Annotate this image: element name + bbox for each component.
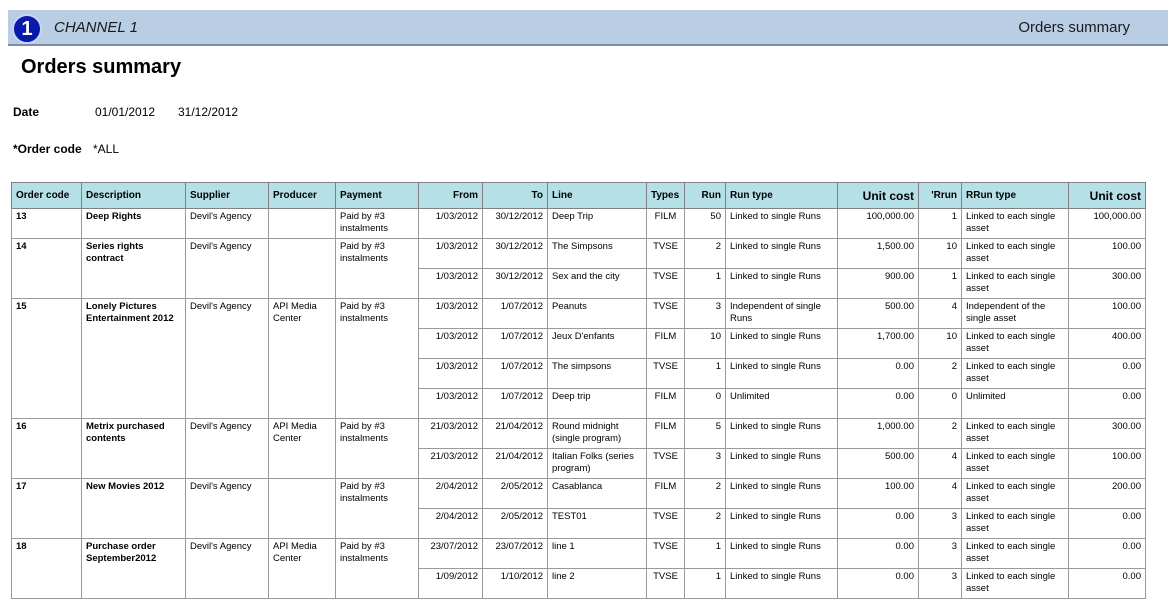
type-cell: FILM [647, 209, 685, 239]
to-date-cell: 1/07/2012 [483, 359, 548, 389]
order-description-cell: Lonely Pictures Entertainment 2012 [82, 299, 186, 419]
rrun-unit-cost-cell: 100.00 [1069, 299, 1146, 329]
rrun-type-cell: Linked to each single asset [962, 239, 1069, 269]
order-code-cell: 15 [12, 299, 82, 419]
run-type-cell: Linked to single Runs [726, 479, 838, 509]
rrun-type-cell: Linked to each single asset [962, 209, 1069, 239]
unit-cost-cell: 0.00 [838, 539, 919, 569]
to-date-cell: 2/05/2012 [483, 479, 548, 509]
to-date-cell: 23/07/2012 [483, 539, 548, 569]
payment-cell: Paid by #3 instalments [336, 239, 419, 299]
table-row [12, 419, 1146, 449]
payment-cell: Paid by #3 instalments [336, 539, 419, 599]
run-type-cell: Linked to single Runs [726, 419, 838, 449]
from-date-cell: 2/04/2012 [419, 479, 483, 509]
run-cell: 5 [685, 419, 726, 449]
line-name-cell: Peanuts [548, 299, 647, 329]
rrun-cell: 2 [919, 419, 962, 449]
run-type-cell: Unlimited [726, 389, 838, 419]
rrun-unit-cost-cell: 0.00 [1069, 359, 1146, 389]
type-cell: FILM [647, 329, 685, 359]
rrun-cell: 4 [919, 299, 962, 329]
line-name-cell: The simpsons [548, 359, 647, 389]
order-code-label: *Order code [13, 142, 82, 156]
unit-cost-cell: 0.00 [838, 569, 919, 599]
col-header-types: Types [647, 183, 685, 209]
run-type-cell: Linked to single Runs [726, 359, 838, 389]
line-name-cell: Casablanca [548, 479, 647, 509]
run-type-cell: Independent of single Runs [726, 299, 838, 329]
type-cell: TVSE [647, 269, 685, 299]
table-row [12, 539, 1146, 569]
rrun-cell: 4 [919, 449, 962, 479]
from-date-cell: 21/03/2012 [419, 419, 483, 449]
col-header-rrun-unit-cost: Unit cost [1069, 183, 1146, 209]
run-cell: 1 [685, 539, 726, 569]
order-code-cell: 17 [12, 479, 82, 539]
col-header-payment: Payment [336, 183, 419, 209]
rrun-unit-cost-cell: 0.00 [1069, 389, 1146, 419]
rrun-unit-cost-cell: 200.00 [1069, 479, 1146, 509]
header-report-title: Orders summary [1018, 19, 1130, 36]
date-from-value: 01/01/2012 [95, 105, 156, 119]
type-cell: TVSE [647, 299, 685, 329]
producer-cell: API Media Center [269, 419, 336, 479]
to-date-cell: 30/12/2012 [483, 269, 548, 299]
to-date-cell: 30/12/2012 [483, 209, 548, 239]
rrun-unit-cost-cell: 400.00 [1069, 329, 1146, 359]
order-code-value: *ALL [93, 142, 120, 156]
producer-cell [269, 209, 336, 239]
col-header-description: Description [82, 183, 186, 209]
orders-table-body [12, 209, 1146, 599]
col-header-producer: Producer [269, 183, 336, 209]
run-cell: 2 [685, 479, 726, 509]
rrun-unit-cost-cell: 100.00 [1069, 449, 1146, 479]
order-code-cell: 14 [12, 239, 82, 299]
rrun-type-cell: Unlimited [962, 389, 1069, 419]
col-header-unit-cost: Unit cost [838, 183, 919, 209]
run-cell: 1 [685, 269, 726, 299]
rrun-type-cell: Linked to each single asset [962, 569, 1069, 599]
rrun-unit-cost-cell: 0.00 [1069, 569, 1146, 599]
from-date-cell: 1/03/2012 [419, 389, 483, 419]
rrun-cell: 3 [919, 539, 962, 569]
table-header-row [12, 183, 1146, 209]
run-type-cell: Linked to single Runs [726, 269, 838, 299]
channel-header-bar [8, 10, 1168, 46]
type-cell: TVSE [647, 569, 685, 599]
unit-cost-cell: 0.00 [838, 389, 919, 419]
rrun-cell: 3 [919, 569, 962, 599]
page-title: Orders summary [21, 56, 182, 78]
line-name-cell: line 1 [548, 539, 647, 569]
rrun-type-cell: Linked to each single asset [962, 449, 1069, 479]
run-type-cell: Linked to single Runs [726, 449, 838, 479]
producer-cell [269, 239, 336, 299]
col-header-from: From [419, 183, 483, 209]
payment-cell: Paid by #3 instalments [336, 299, 419, 419]
rrun-cell: 1 [919, 269, 962, 299]
run-cell: 0 [685, 389, 726, 419]
order-description-cell: Metrix purchased contents [82, 419, 186, 479]
rrun-type-cell: Linked to each single asset [962, 509, 1069, 539]
type-cell: TVSE [647, 509, 685, 539]
col-header-rrun-type: RRun type [962, 183, 1069, 209]
orders-table [11, 182, 1146, 599]
run-cell: 3 [685, 299, 726, 329]
col-header-order-code: Order code [12, 183, 82, 209]
from-date-cell: 1/03/2012 [419, 299, 483, 329]
rrun-type-cell: Linked to each single asset [962, 539, 1069, 569]
col-header-to: To [483, 183, 548, 209]
unit-cost-cell: 1,000.00 [838, 419, 919, 449]
rrun-type-cell: Independent of the single asset [962, 299, 1069, 329]
from-date-cell: 1/09/2012 [419, 569, 483, 599]
rrun-unit-cost-cell: 300.00 [1069, 269, 1146, 299]
table-row [12, 209, 1146, 239]
type-cell: TVSE [647, 449, 685, 479]
to-date-cell: 1/07/2012 [483, 299, 548, 329]
from-date-cell: 23/07/2012 [419, 539, 483, 569]
col-header-rrun: 'Rrun [919, 183, 962, 209]
rrun-cell: 0 [919, 389, 962, 419]
rrun-unit-cost-cell: 0.00 [1069, 509, 1146, 539]
line-name-cell: Round midnight (single program) [548, 419, 647, 449]
supplier-cell: Devil's Agency [186, 299, 269, 419]
line-name-cell: Italian Folks (series program) [548, 449, 647, 479]
run-type-cell: Linked to single Runs [726, 329, 838, 359]
unit-cost-cell: 500.00 [838, 449, 919, 479]
rrun-cell: 10 [919, 329, 962, 359]
to-date-cell: 2/05/2012 [483, 509, 548, 539]
table-row [12, 239, 1146, 269]
rrun-cell: 10 [919, 239, 962, 269]
run-cell: 3 [685, 449, 726, 479]
producer-cell: API Media Center [269, 539, 336, 599]
payment-cell: Paid by #3 instalments [336, 479, 419, 539]
rrun-cell: 1 [919, 209, 962, 239]
producer-cell [269, 479, 336, 539]
rrun-type-cell: Linked to each single asset [962, 419, 1069, 449]
from-date-cell: 1/03/2012 [419, 269, 483, 299]
type-cell: TVSE [647, 239, 685, 269]
line-name-cell: Deep trip [548, 389, 647, 419]
unit-cost-cell: 100.00 [838, 479, 919, 509]
date-label: Date [13, 105, 40, 119]
supplier-cell: Devil's Agency [186, 539, 269, 599]
type-cell: FILM [647, 479, 685, 509]
supplier-cell: Devil's Agency [186, 419, 269, 479]
to-date-cell: 1/07/2012 [483, 329, 548, 359]
table-row [12, 299, 1146, 329]
rrun-unit-cost-cell: 100,000.00 [1069, 209, 1146, 239]
line-name-cell: Sex and the city [548, 269, 647, 299]
unit-cost-cell: 900.00 [838, 269, 919, 299]
channel-label: CHANNEL 1 [54, 19, 138, 36]
rrun-unit-cost-cell: 0.00 [1069, 539, 1146, 569]
to-date-cell: 1/10/2012 [483, 569, 548, 599]
rrun-type-cell: Linked to each single asset [962, 359, 1069, 389]
from-date-cell: 1/03/2012 [419, 359, 483, 389]
rrun-type-cell: Linked to each single asset [962, 329, 1069, 359]
type-cell: TVSE [647, 359, 685, 389]
unit-cost-cell: 0.00 [838, 509, 919, 539]
col-header-run: Run [685, 183, 726, 209]
producer-cell: API Media Center [269, 299, 336, 419]
rrun-type-cell: Linked to each single asset [962, 269, 1069, 299]
order-code-cell: 18 [12, 539, 82, 599]
date-to-value: 31/12/2012 [178, 105, 239, 119]
col-header-supplier: Supplier [186, 183, 269, 209]
from-date-cell: 1/03/2012 [419, 239, 483, 269]
order-description-cell: Purchase order September2012 [82, 539, 186, 599]
col-header-run-type: Run type [726, 183, 838, 209]
run-cell: 2 [685, 509, 726, 539]
run-cell: 2 [685, 239, 726, 269]
run-cell: 1 [685, 359, 726, 389]
rrun-unit-cost-cell: 300.00 [1069, 419, 1146, 449]
unit-cost-cell: 100,000.00 [838, 209, 919, 239]
line-name-cell: Deep Trip [548, 209, 647, 239]
run-type-cell: Linked to single Runs [726, 569, 838, 599]
unit-cost-cell: 1,700.00 [838, 329, 919, 359]
rrun-cell: 3 [919, 509, 962, 539]
to-date-cell: 21/04/2012 [483, 419, 548, 449]
run-type-cell: Linked to single Runs [726, 209, 838, 239]
run-cell: 1 [685, 569, 726, 599]
order-description-cell: Series rights contract [82, 239, 186, 299]
order-code-cell: 16 [12, 419, 82, 479]
to-date-cell: 30/12/2012 [483, 239, 548, 269]
order-description-cell: New Movies 2012 [82, 479, 186, 539]
line-name-cell: TEST01 [548, 509, 647, 539]
run-cell: 10 [685, 329, 726, 359]
payment-cell: Paid by #3 instalments [336, 209, 419, 239]
run-cell: 50 [685, 209, 726, 239]
order-description-cell: Deep Rights [82, 209, 186, 239]
type-cell: TVSE [647, 539, 685, 569]
type-cell: FILM [647, 389, 685, 419]
line-name-cell: Jeux D'enfants [548, 329, 647, 359]
unit-cost-cell: 1,500.00 [838, 239, 919, 269]
rrun-cell: 4 [919, 479, 962, 509]
line-name-cell: line 2 [548, 569, 647, 599]
to-date-cell: 21/04/2012 [483, 449, 548, 479]
col-header-line: Line [548, 183, 647, 209]
from-date-cell: 1/03/2012 [419, 329, 483, 359]
supplier-cell: Devil's Agency [186, 479, 269, 539]
supplier-cell: Devil's Agency [186, 239, 269, 299]
type-cell: FILM [647, 419, 685, 449]
unit-cost-cell: 500.00 [838, 299, 919, 329]
to-date-cell: 1/07/2012 [483, 389, 548, 419]
table-row [12, 479, 1146, 509]
unit-cost-cell: 0.00 [838, 359, 919, 389]
rrun-cell: 2 [919, 359, 962, 389]
rrun-unit-cost-cell: 100.00 [1069, 239, 1146, 269]
channel-number-badge: 1 [12, 14, 42, 44]
order-code-cell: 13 [12, 209, 82, 239]
run-type-cell: Linked to single Runs [726, 539, 838, 569]
from-date-cell: 21/03/2012 [419, 449, 483, 479]
supplier-cell: Devil's Agency [186, 209, 269, 239]
payment-cell: Paid by #3 instalments [336, 419, 419, 479]
run-type-cell: Linked to single Runs [726, 509, 838, 539]
run-type-cell: Linked to single Runs [726, 239, 838, 269]
rrun-type-cell: Linked to each single asset [962, 479, 1069, 509]
line-name-cell: The Simpsons [548, 239, 647, 269]
from-date-cell: 2/04/2012 [419, 509, 483, 539]
from-date-cell: 1/03/2012 [419, 209, 483, 239]
